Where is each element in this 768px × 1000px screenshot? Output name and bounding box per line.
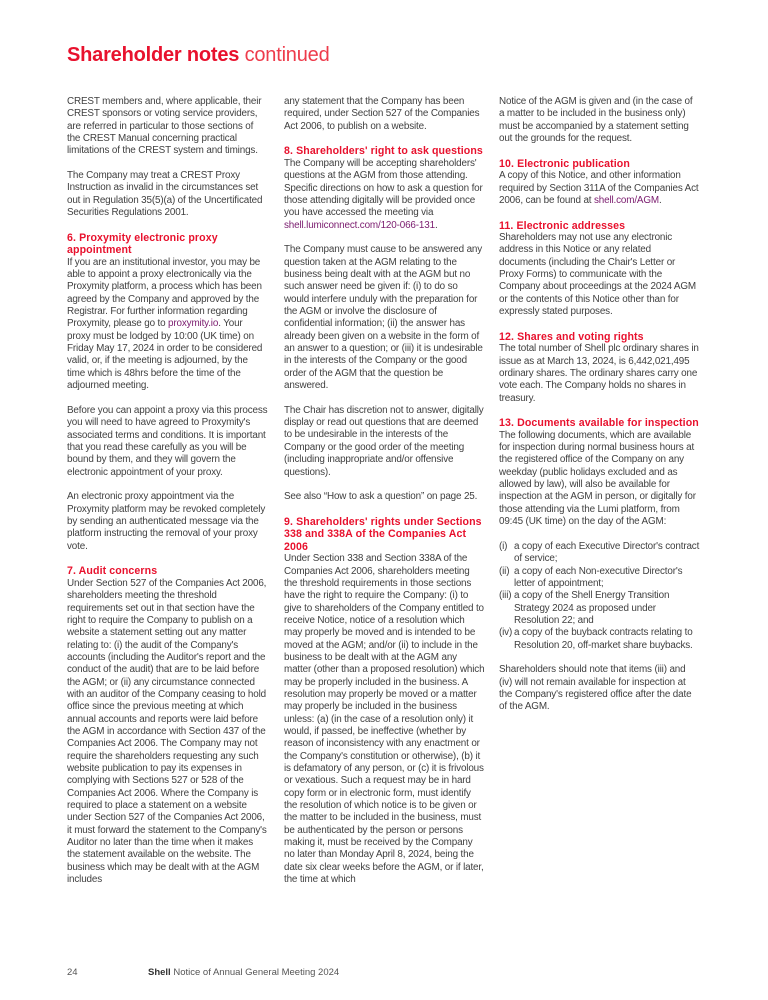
list-number: (i) bbox=[499, 540, 508, 552]
text: . bbox=[434, 219, 438, 231]
paragraph bbox=[499, 170, 700, 207]
paragraph: The following documents, which are available for inspection during normal business hours at the registered office of the Company on any weekday (public holidays excluded and as allowed by law), will also be available for inspection at the AGM in person, or digitally for those attending via the Lumi platform, from 09:45 (UK time) on the day of the AGM: bbox=[499, 429, 696, 528]
paragraph bbox=[284, 158, 485, 232]
paragraph bbox=[67, 257, 268, 393]
text: A copy of this Notice, and other information required by Section 311A of the Companies Act 2006, can be found at bbox=[499, 170, 699, 206]
paragraph: any statement that the Company has been required, under Section 527 of the Companies Act 2006, to publish on a website. bbox=[284, 96, 480, 132]
shell-agm-link[interactable]: shell.com/AGM bbox=[593, 194, 659, 206]
column-2 bbox=[284, 96, 485, 899]
paragraph: Notice of the AGM is given and (in the case of a matter to be included in the business only) must be accompanied by a statement setting out the grounds for the request. bbox=[499, 96, 693, 145]
text: The Company will be accepting shareholders' questions at the AGM from those attending. Specific directions on how to ask a question for those attending digitally will be provided once you have accessed the meeting via bbox=[284, 157, 483, 219]
section-heading-6: 6. Proxymity electronic proxy appointment bbox=[67, 231, 218, 257]
paragraph: The total number of Shell plc ordinary shares in issue as at March 13, 2024, is 6,442,021,495 ordinary shares. The ordinary shares carry one vote each. The Company holds no shares in treasury. bbox=[499, 343, 699, 404]
list-text: a copy of each Executive Director's contract of service; bbox=[514, 540, 700, 565]
paragraph: Under Section 338 and Section 338A of the Companies Act 2006, shareholders meeting the threshold requirements in those sections have the right to require the Company: (i) to give to shareholders of the Company entitled to receive Notice, notice of a resolution which may properly be moved and is intended to be moved at the AGM; and/or (ii) to include in the business to be dealt with at the AGM any matter (other than a proposed resolution) which may be properly included in the business. A resolution may properly be moved or a matter may properly be included in the business unless: (a) (in the case of a resolution only) it would, if passed, be ineffective (whether by reason of inconsistency with any enactment or the Company's constitution or otherwise), (b) it is defamatory of any person, or (c) it is frivolous or vexatious. Such a request may be in hard copy form or in electronic form, must identify the resolution of which notice is to be given or the matter to be included in the business, must be authenticated by the person or persons making it, must be received by the Company no later than Monday April 8, 2024, being the date six clear weeks before the AGM, or if later, the time at which bbox=[284, 553, 485, 886]
text: If you are an institutional investor, you may be able to appoint a proxy electronically via the Proxymity platform, a process which has been agreed by the Company and approved by the Registrar. For further information regarding Proxymity, please go to bbox=[67, 256, 262, 330]
paragraph: The Company must cause to be answered any question taken at the AGM relating to the business being dealt with at the AGM but no such answer need be given if: (i) to do so would interfere unduly with the preparation for the AGM or involve the disclosure of confidential information; (ii) the answer has already been given on a website in the form of an answer to a question; or (iii) it is undesirable in the interests of the Company or the good order of the AGM that the question be answered. bbox=[284, 244, 483, 392]
list-number: (ii) bbox=[499, 565, 510, 577]
list-item bbox=[499, 566, 700, 591]
list-item bbox=[499, 590, 700, 627]
section-heading-7: 7. Audit concerns bbox=[67, 565, 158, 578]
paragraph: The Chair has discretion not to answer, digitally display or read out questions that are deemed to be undesirable in the interests of the Company or the good order of the meeting (including inappropriate and/or offensive questions). bbox=[284, 404, 484, 478]
section-heading-9: 9. Shareholders' rights under Sections 338 and 338A of the Companies Act 2006 bbox=[284, 515, 482, 553]
list-text: a copy of the buyback contracts relating to Resolution 20, off-market share buybacks. bbox=[514, 627, 693, 651]
column-3 bbox=[499, 96, 700, 726]
page-title bbox=[67, 44, 330, 67]
title-main: Shareholder notes bbox=[67, 44, 240, 66]
proxymity-link[interactable]: proxymity.io bbox=[168, 318, 219, 330]
column-1 bbox=[67, 96, 268, 899]
lumiconnect-link[interactable]: shell.lumiconnect.com/120-066-131 bbox=[284, 219, 435, 231]
title-continued: continued bbox=[244, 44, 330, 66]
paragraph: CREST members and, where applicable, their CREST sponsors or voting service providers, are referred in particular to those sections of the CREST Manual concerning practical limitations of the CREST system and timings. bbox=[67, 96, 262, 157]
section-heading-11: 11. Electronic addresses bbox=[499, 219, 626, 232]
section-heading-13: 13. Documents available for inspection bbox=[499, 417, 699, 430]
document-title: Notice of Annual General Meeting 2024 bbox=[173, 967, 340, 978]
paragraph: Before you can appoint a proxy via this process you will need to have agreed to Proxymity's associated terms and conditions. It is important that you read these carefully as you will be bound by them, and they will govern the electronic appointment of your proxy. bbox=[67, 404, 268, 478]
brand-name: Shell bbox=[148, 967, 171, 978]
footer-title bbox=[148, 967, 339, 978]
section-heading-10: 10. Electronic publication bbox=[499, 157, 630, 170]
section-heading-12: 12. Shares and voting rights bbox=[499, 330, 644, 343]
footer bbox=[67, 967, 340, 978]
text: . Your proxy must be lodged by 10:00 (UK time) on Friday May 17, 2024 in order to be considered valid, or, if the meeting is adjourned, by the time which is 48hrs before the time of the adjourned meeting. bbox=[67, 318, 263, 392]
paragraph: Under Section 527 of the Companies Act 2006, shareholders meeting the threshold requirements set out in that section have the right to require the Company to publish on a website a statement setting out any matter relating to: (i) the audit of the Company's accounts (including the Auditor's report and the conduct of the audit) that are to be laid before the AGM; or (ii) any circumstance connected with an auditor of the Company ceasing to hold office since the previous meeting at which annual accounts and reports were laid before the AGM in accordance with Section 437 of the Companies Act 2006. The Company may not require the shareholders requesting any such website publication to pay its expenses in complying with Sections 527 or 528 of the Companies Act 2006. Where the Company is required to place a statement on a website under Section 527 of the Companies Act 2006, it must forward the statement to the Company's Auditor no later than the time when it makes the statement available on the website. The business which may be dealt with at the AGM includes bbox=[67, 577, 267, 886]
text: . bbox=[658, 194, 662, 206]
section-heading-8: 8. Shareholders' right to ask questions bbox=[284, 145, 483, 158]
list-item bbox=[499, 541, 700, 566]
paragraph: Shareholders may not use any electronic address in this Notice or any related documents (including the Chair's Letter or Proxy Forms) to communicate with the Company about proceedings at the 2024 AGM or the contents of this Notice other than for expressly stated purposes. bbox=[499, 232, 696, 318]
list-text: a copy of the Shell Energy Transition Strategy 2024 as proposed under Resolution 22; and bbox=[514, 590, 670, 626]
list-item bbox=[499, 627, 700, 652]
list-number: (iv) bbox=[499, 627, 513, 639]
paragraph: The Company may treat a CREST Proxy Instruction as invalid in the circumstances set out in Regulation 35(5)(a) of the Uncertificated Securities Regulations 2001. bbox=[67, 170, 263, 219]
list-text: a copy of each Non-executive Director's letter of appointment; bbox=[514, 565, 683, 589]
paragraph: See also “How to ask a question” on page 25. bbox=[284, 491, 478, 503]
page-number: 24 bbox=[67, 967, 78, 978]
list-number: (iii) bbox=[499, 590, 512, 602]
paragraph: An electronic proxy appointment via the Proxymity platform may be revoked completely by sending an authenticated message via the platform instructing the removal of your proxy vote. bbox=[67, 491, 266, 552]
documents-list bbox=[499, 541, 700, 652]
paragraph: Shareholders should note that items (iii) and (iv) will not remain available for inspection at the Company's registered office after the date of the AGM. bbox=[499, 664, 692, 713]
